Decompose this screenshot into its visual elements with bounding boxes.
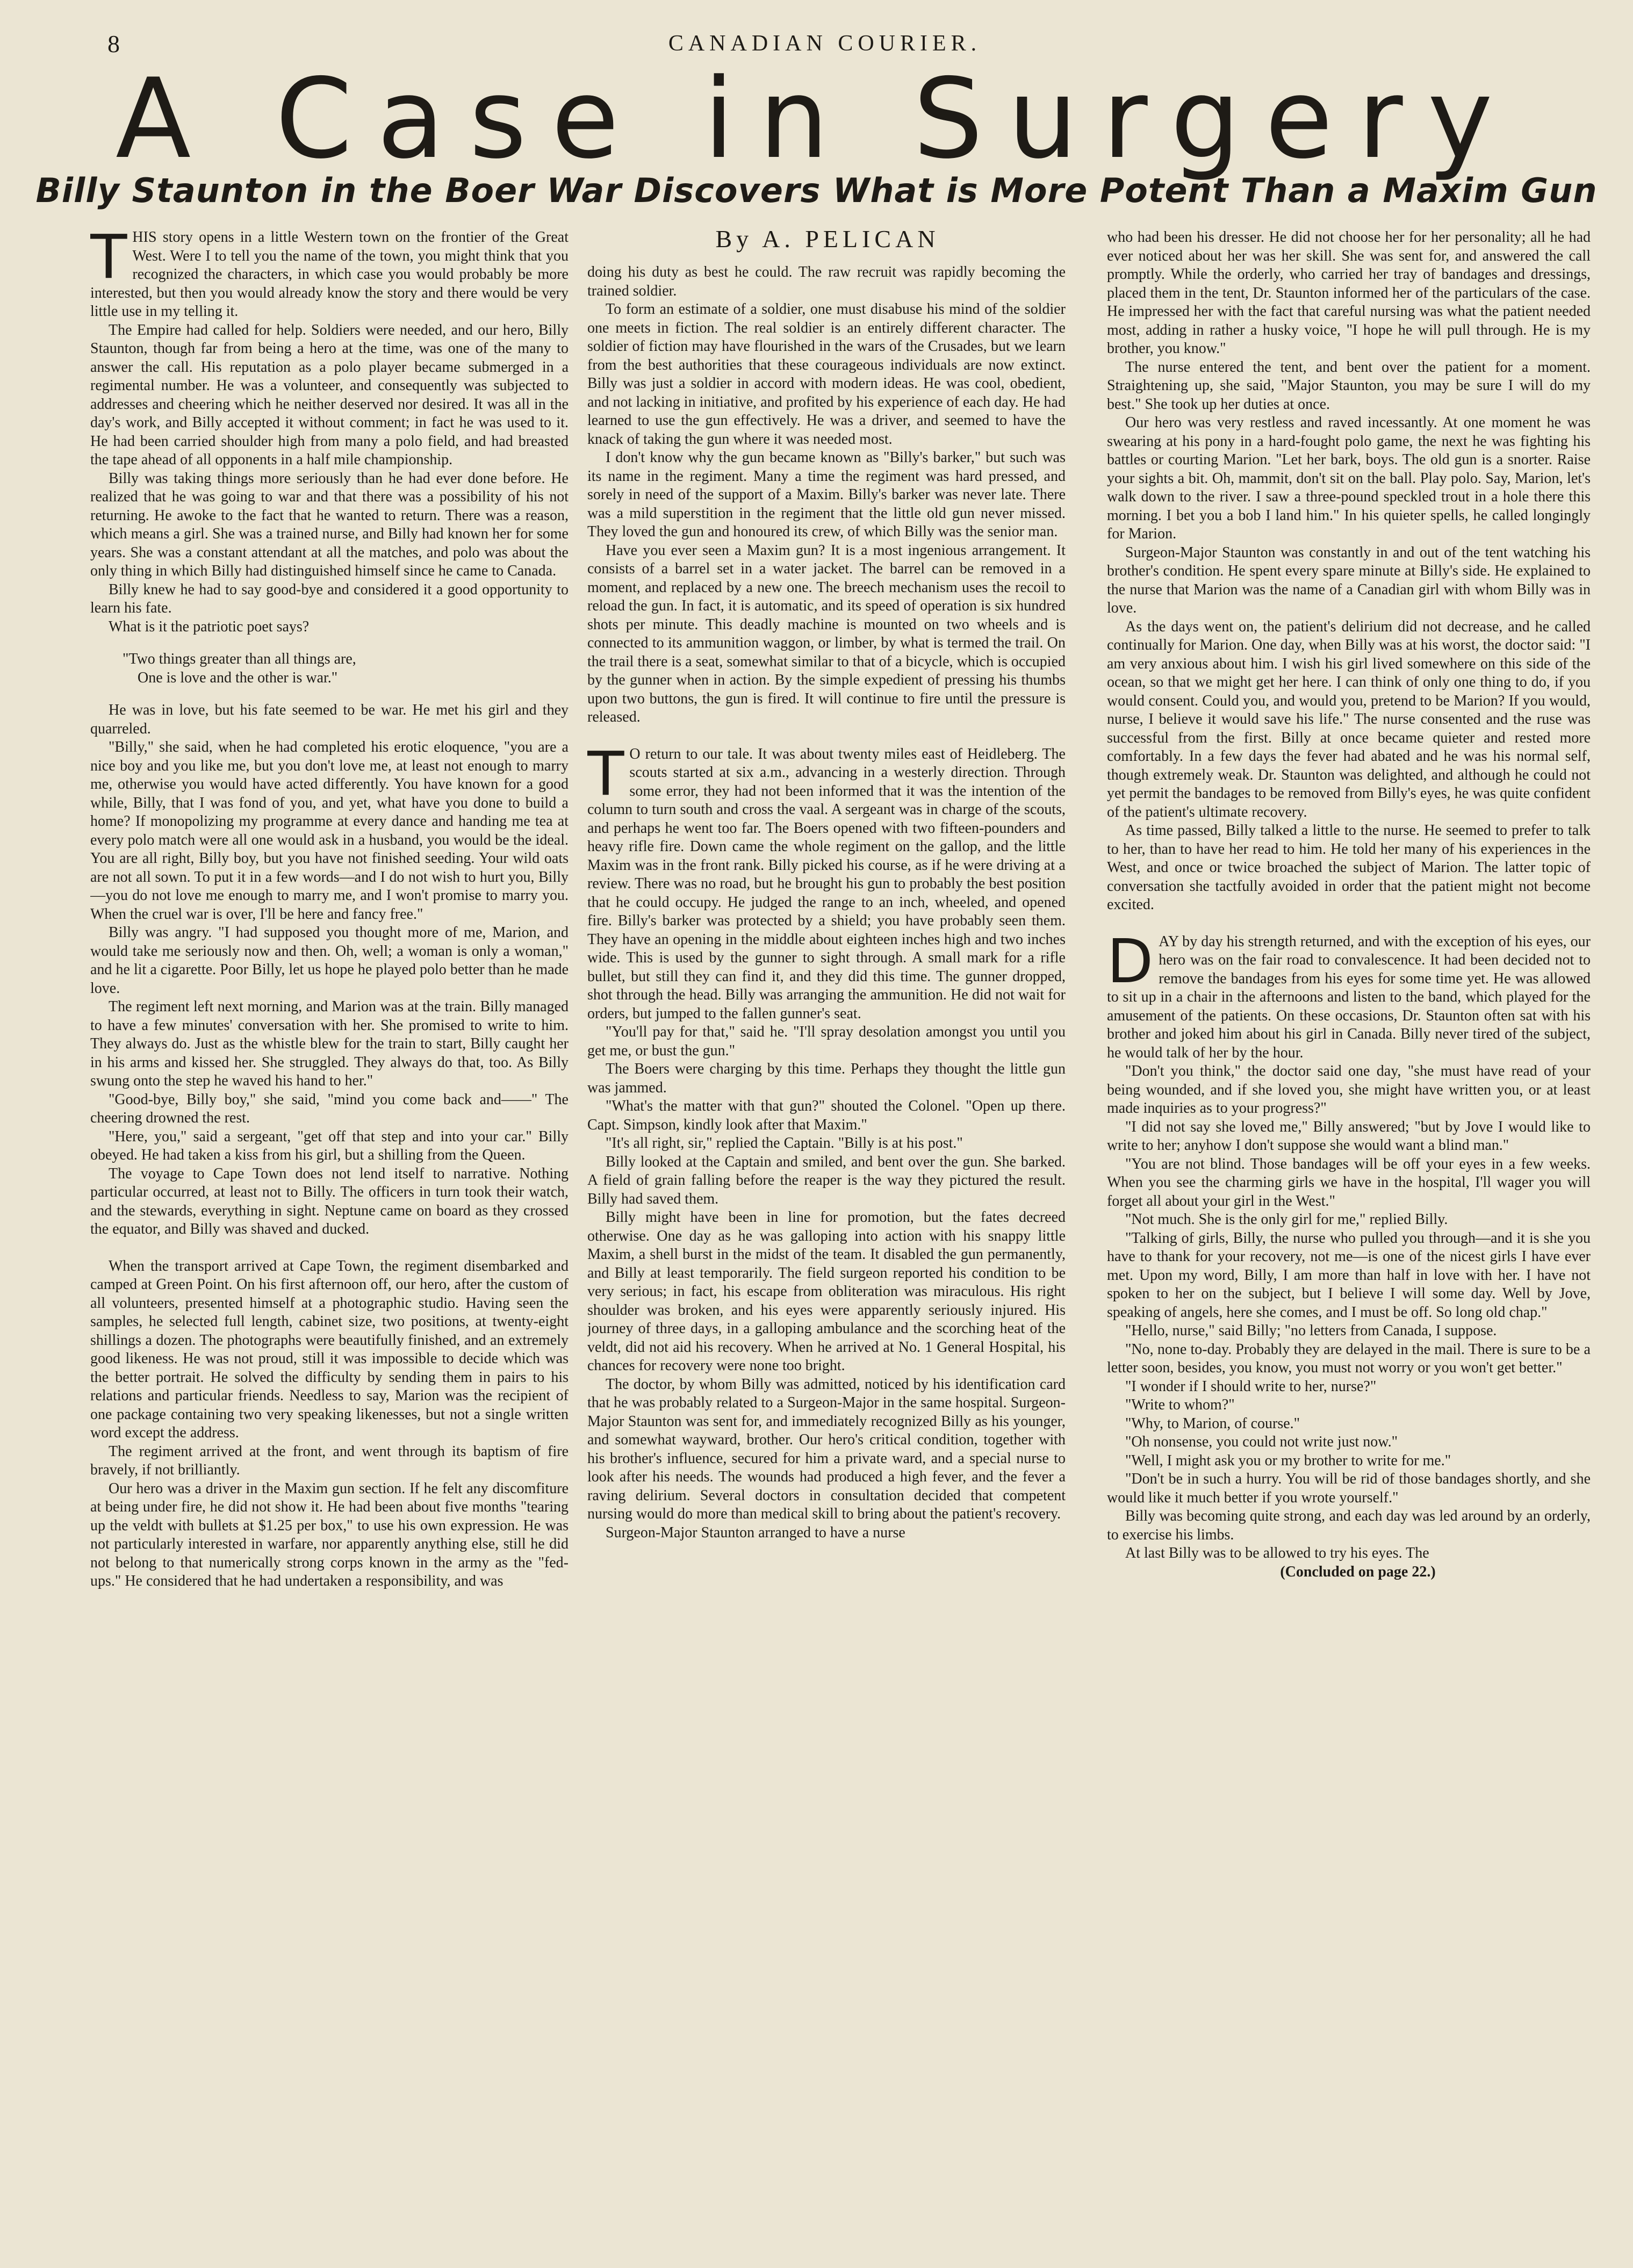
paragraph: The Boers were charging by this time. Perhaps they thought the little gun was jammed.: [587, 1061, 1066, 1096]
page-number: 8: [107, 30, 121, 57]
paragraph: "Good-bye, Billy boy," she said, "mind you come back and——" The cheering drowned the rest.: [90, 1091, 569, 1126]
drop-cap: T: [90, 228, 127, 292]
paragraph: "Talking of girls, Billy, the nurse who pulled you through—and it is she you have to thank for your recovery, not me—is one of the nicest girls I have ever met. Upon my word, Billy, I am more than half in love with her. I have not spoken to her on the subject, but I believe I will some day. Well by Jove, speaking of angels, here she comes, and I must be off. So long old chap.": [1107, 1229, 1591, 1321]
paragraph: I don't know why the gun became known as "Billy's barker," but such was its name in the regiment. Many a time the regiment was hard pressed, and sorely in need of the support of a Maxim. Billy's barker was never late. There was a mild superstition in the regiment that the little old gun never missed. They loved the gun and honoured its crew, of which Billy was the senior man.: [587, 449, 1066, 540]
paragraph: As the days went on, the patient's delirium did not decrease, and he called continually for Marion. One day, when Billy was at his worst, the doctor said: "I am very anxious about him. I wish his girl lived somewhere on this side of the ocean, so that we might get her here. I can think of only one thing to do, if you would consent. Could you, and would you, pretend to be Marion? If you would, nurse, I believe it would save his life." The nurse consented and the ruse was successful from the first. Billy at once became quieter and rested more comfortably. In a few days the fever had abated and he was his normal self, though extremely weak. Dr. Staunton was delighted, and although he could not yet permit the bandages to be removed from Billy's eyes, he was quite confident of the patient's ultimate recovery.: [1107, 618, 1591, 820]
paragraph: doing his duty as best he could. The raw recruit was rapidly becoming the trained soldier.: [587, 264, 1066, 299]
paragraph: Have you ever seen a Maxim gun? It is a most ingenious arrangement. It consists of a barrel set in a water jacket. The barrel can be removed in a moment, and replaced by a new one. The breech mechanism uses the recoil to reload the gun. In fact, it is automatic, and its speed of operation is six hundred shots per minute. This deadly machine is mounted on two wheels and is connected to its ammunition waggon, or limber, by what is termed the trail. On the trail there is a seat, somewhat similar to that of a bicycle, which is occupied by the gunner when in action. By the simple expedient of pressing his thumbs upon two buttons, the gun is fired. It will continue to fire until the pressure is released.: [587, 542, 1066, 725]
poem-quote: [123, 650, 569, 687]
article-title: A Case in Surgery: [116, 55, 1517, 183]
article-column-3: [1107, 228, 1591, 2184]
paragraph: The regiment arrived at the front, and went through its baptism of fire bravely, if not brilliantly.: [90, 1443, 569, 1478]
paragraph: Surgeon-Major Staunton arranged to have a nurse: [606, 1524, 905, 1541]
paragraph: Surgeon-Major Staunton was constantly in and out of the tent watching his brother's condition. He spent every spare minute at Billy's side. He explained to the nurse that Marion was the name of a Canadian girl with whom Billy was in love.: [1107, 544, 1591, 616]
paragraph: Our hero was a driver in the Maxim gun section. If he felt any discomfiture at being under fire, he did not show it. He had been about five months "tearing up the veldt with bullets at $1.25 per box," to use his own expression. He was not particularly interested in warfare, nor apparently anything else, still he did not belong to that numerically strong corps known in the army as the "fed-ups." He considered that he had undertaken a responsibility, and was: [90, 1480, 569, 1589]
paragraph: "What's the matter with that gun?" shouted the Colonel. "Open up there. Capt. Simpson, kindly look after that Maxim.": [587, 1098, 1066, 1133]
paragraph: What is it the patriotic poet says?: [109, 618, 310, 635]
paragraph: To form an estimate of a soldier, one must disabuse his mind of the soldier one meets in fiction. The real soldier is an entirely different character. The soldier of fiction may have flourished in the wars of the Crusades, but we learn from the best authorities that these courageous individuals are now extinct. Billy was just a soldier in accord with modern ideas. He was cool, obedient, and not lacking in initiative, and profited by his experience of each day. He had learned to use the gun effectively. He was a driver, and seemed to have the knack of taking the gun where it was needed most.: [587, 301, 1066, 448]
article-column-1: [90, 228, 569, 2184]
paragraph: The regiment left next morning, and Marion was at the train. Billy managed to have a few minutes' conversation with her. She promised to write to him. They always do. Just as the whistle blew for the train to start, Billy caught her in his arms and kissed her. She struggled. They always do that, too. As Billy swung onto the step he waved his hand to her.": [90, 998, 569, 1089]
paragraph: The voyage to Cape Town does not lend itself to narrative. Nothing particular occurred, at least not to Billy. The officers in turn took their watch, and the stewards, everything in sight. Neptune came on board as they crossed the equator, and Billy was shaved and ducked.: [90, 1165, 569, 1237]
paragraph: "Oh nonsense, you could not write just now.": [1125, 1434, 1398, 1450]
paragraph: As time passed, Billy talked a little to the nurse. He seemed to prefer to talk to her, than to have her read to him. He told her many of his experiences in the West, and once or twice broached the subject of Marion. The latter topic of conversation she tactfully avoided in order that the patient might not become excited.: [1107, 822, 1591, 913]
poem-line: "Two things greater than all things are,: [123, 651, 356, 667]
paragraph: who had been his dresser. He did not choose her for her personality; all he had ever noticed about her was her skill. She was sent for, and answered the call promptly. While the orderly, who carried her tray of bandages and dressings, placed them in the tent, Dr. Staunton informed her of the particulars of the case. He impressed her with the fact that careful nursing was what the patient needed most, adding in rather a husky voice, "I hope he will pull through. He is my brother, you know.": [1107, 229, 1591, 357]
paragraph: "Why, to Marion, of course.": [1125, 1415, 1300, 1432]
paragraph: "No, none to-day. Probably they are delayed in the mail. There is sure to be a letter soon, besides, you know, you must not worry or you won't get better.": [1107, 1341, 1591, 1376]
paragraph: Billy was taking things more seriously than he had ever done before. He realized that he was going to war and that there was a possibility of his not returning. He awoke to the fact that he wanted to return. There was a reason, which means a girl. She was a trained nurse, and Billy had known her for some years. She was a constant attendant at all the matches, and polo was about the only thing in which Billy had distinguished himself since he came to Canada.: [90, 470, 569, 579]
paragraph: "You'll pay for that," said he. "I'll spray desolation amongst you until you get me, or bust the gun.": [587, 1024, 1066, 1059]
paragraph: THIS story opens in a little Western town on the frontier of the Great West. Were I to tell you the name of the town, you might think that you recognized the characters, in which case you would probably be more interested, but then you would already know the story and there would be very little use in my telling it.: [90, 228, 569, 320]
paragraph: The nurse entered the tent, and bent over the patient for a moment. Straightening up, she said, "Major Staunton, you may be sure I will do my best." She took up her duties at once.: [1107, 358, 1591, 413]
paragraph: "Write to whom?": [1125, 1396, 1235, 1413]
continued-notice: (Concluded on page 22.): [1280, 1563, 1436, 1580]
article-byline: By A. PELICAN: [715, 225, 940, 253]
paragraph: The Empire had called for help. Soldiers were needed, and our hero, Billy Staunton, though far from being a hero at the time, was one of the many to answer the call. His reputation as a polo player became submerged in a regimental number. He was a volunteer, and consequently was subjected to addresses and cheering which he neither deserved nor desired. It was all in the day's work, and Billy accepted it without comment; in fact he was used to it. He had been carried shoulder high from many a polo field, and had breasted the tape ahead of all opponents in a half mile championship.: [90, 321, 569, 468]
drop-cap: T: [587, 739, 624, 809]
paragraph: "You are not blind. Those bandages will be off your eyes in a few weeks. When you see the charming girls we have in the hospital, I'll wager you will forget all about your girl in the West.": [1107, 1155, 1591, 1209]
paragraph: "Hello, nurse," said Billy; "no letters from Canada, I suppose.: [1125, 1322, 1497, 1339]
paragraph: "I wonder if I should write to her, nurse?": [1125, 1378, 1377, 1395]
paragraph: "Don't you think," the doctor said one day, "she must have read of your being wounded, and if she loved you, she might have written you, or at least made inquiries as to your progress?": [1107, 1063, 1591, 1117]
paragraph: When the transport arrived at Cape Town, the regiment disembarked and camped at Green Point. On his first afternoon off, our hero, after the custom of all volunteers, presented himself at a photographic studio. Having seen the samples, he selected full length, cabinet size, two positions, at twenty-eight shillings a dozen. The photographs were beautifully finished, and an extremely good likeness. He was not proud, still it was impossible to decide which was the better portrait. He solved the difficulty by sending them in pairs to his relations and particular friends. Needless to say, Marion was the recipient of one package containing two very speaking likenesses, but not a single written word except the address.: [90, 1257, 569, 1441]
paragraph: Our hero was very restless and raved incessantly. At one moment he was swearing at his pony in a hard-fought polo game, the next he was fighting his battles or courting Marion. "Let her bark, boys. The old gun is a snorter. Raise your sights a bit. Oh, mammit, don't sit on the ball. Play polo. Say, Marion, let's walk down to the river. I saw a three-pound speckled trout in a hole there this morning. I bet you a bob I land him." In his quieter spells, he called longingly for Marion.: [1107, 414, 1591, 542]
article-column-2: [587, 263, 1066, 2219]
paragraph: Billy looked at the Captain and smiled, and bent over the gun. She barked. A field of grain falling before the reaper is the way they pictured the result. Billy had saved them.: [587, 1153, 1066, 1207]
paragraph: "Here, you," said a sergeant, "get off that step and into your car." Billy obeyed. He had taken a kiss from his girl, but a shilling from the Queen.: [90, 1128, 569, 1163]
poem-line: One is love and the other is war.": [138, 669, 338, 686]
paragraph: At last Billy was to be allowed to try his eyes. The: [1125, 1545, 1429, 1561]
paragraph: "Well, I might ask you or my brother to write for me.": [1125, 1452, 1451, 1469]
paragraph: "I did not say she loved me," Billy answered; "but by Jove I would like to write to her; anyhow I don't suppose she would want a blind man.": [1107, 1118, 1591, 1154]
paragraph: DAY by day his strength returned, and with the exception of his eyes, our hero was on the fair road to convalescence. It had been decided not to remove the bandages from his eyes for some time yet. He was allowed to sit up in a chair in the afternoons and listen to the band, which played for the amusement of the patients. On these occasions, Dr. Staunton often sat with his brother and joked him about his girl in Canada. Billy never tired of the subject, he would talk of her by the hour.: [1107, 926, 1591, 1061]
paragraph: "Don't be in such a hurry. You will be rid of those bandages shortly, and she would like it much better if you wrote yourself.": [1107, 1471, 1591, 1506]
drop-cap: D: [1107, 926, 1154, 997]
paragraph: "Not much. She is the only girl for me," replied Billy.: [1125, 1211, 1448, 1228]
paragraph: Billy knew he had to say good-bye and considered it a good opportunity to learn his fate.: [90, 581, 569, 616]
paragraph: "Billy," she said, when he had completed his erotic eloquence, "you are a nice boy and you like me, but you don't love me, at least not enough to marry me, otherwise you would have acted differently. You have known for a good while, Billy, that I was fond of you, and yet, what have you done to build a home? If monopolizing my programme at every dance and handing me tea at every polo match were all one would ask in a husband, you would be the ideal. You are all right, Billy boy, but you have not finished seeding. Your wild oats are not all sown. To put it in a few words—and I do not wish to hurt you, Billy—you do not love me enough to marry me, and I won't promise to marry you. When the cruel war is over, I'll be here and fancy free.": [90, 739, 569, 923]
article-subtitle: Billy Staunton in the Boer War Discovers What is More Potent Than a Maxim Gun: [35, 171, 1598, 210]
paragraph: "It's all right, sir," replied the Captain. "Billy is at his post.": [606, 1135, 963, 1151]
paragraph: Billy was angry. "I had supposed you thought more of me, Marion, and would take me seriously now and then. Oh, well; a woman is only a woman," and he lit a cigarette. Poor Billy, let us hope he played polo better than he made love.: [90, 924, 569, 997]
paragraph: The doctor, by whom Billy was admitted, noticed by his identification card that he was probably related to a Surgeon-Major in the same hospital. Surgeon-Major Staunton was sent for, and immediately recognized Billy as his younger, and somewhat wayward, brother. Our hero's critical condition, together with his brother's influence, secured for him a private ward, and a special nurse to look after his needs. The wounds had produced a high fever, and the fever a raving delirium. Several doctors in consultation decided that competent nursing would do more than medical skill to bring about the patient's recovery.: [587, 1376, 1066, 1522]
paragraph: He was in love, but his fate seemed to be war. He met his girl and they quarreled.: [90, 702, 569, 737]
paragraph: T O return to our tale. It was about twenty miles east of Heidleberg. The scouts started at six a.m., advancing in a westerly direction. Through some error, they had not been informed that it was the intention of the column to turn south and cross the vaal. A sergeant was in charge of the scouts, and perhaps he went too far. The Boers opened with two fifteen-pounders and heavy rifle fire. Down came the whole regiment on the gallop, and the little Maxim was in the front rank. Billy picked his course, as if he were driving at a review. There was no road, but he brought his gun to probably the best position that he could occupy. He judged the range to an inch, wheeled, and opened fire. Billy's barker was protected by a shield; you have probably seen them. They have an opening in the middle about eighteen inches high and two inches wide. This is used by the gunner to sight through. A small mark for a rifle bullet, but still they can find it, and they did this time. The gunner dropped, shot through the head. Billy was arranging the ammunition. He did not wait for orders, but jumped to the fallen gunner's seat.: [587, 739, 1066, 1022]
paragraph: Billy was becoming quite strong, and each day was led around by an orderly, to exercise his limbs.: [1107, 1508, 1591, 1543]
paragraph: Billy might have been in line for promotion, but the fates decreed otherwise. One day as he was galloping into action with his snappy little Maxim, a shell burst in the midst of the team. It disabled the gun permanently, and Billy at least temporarily. The field surgeon reported his condition to be very serious; in fact, his escape from obliteration was miraculous. His right shoulder was broken, and his eyes were apparently seriously injured. His journey of three days, in a galloping ambulance and the scorching heat of the veldt, did not aid his recovery. When he arrived at No. 1 General Hospital, his chances for recovery were none too bright.: [587, 1209, 1066, 1374]
magazine-name: CANADIAN COURIER.: [668, 31, 982, 56]
